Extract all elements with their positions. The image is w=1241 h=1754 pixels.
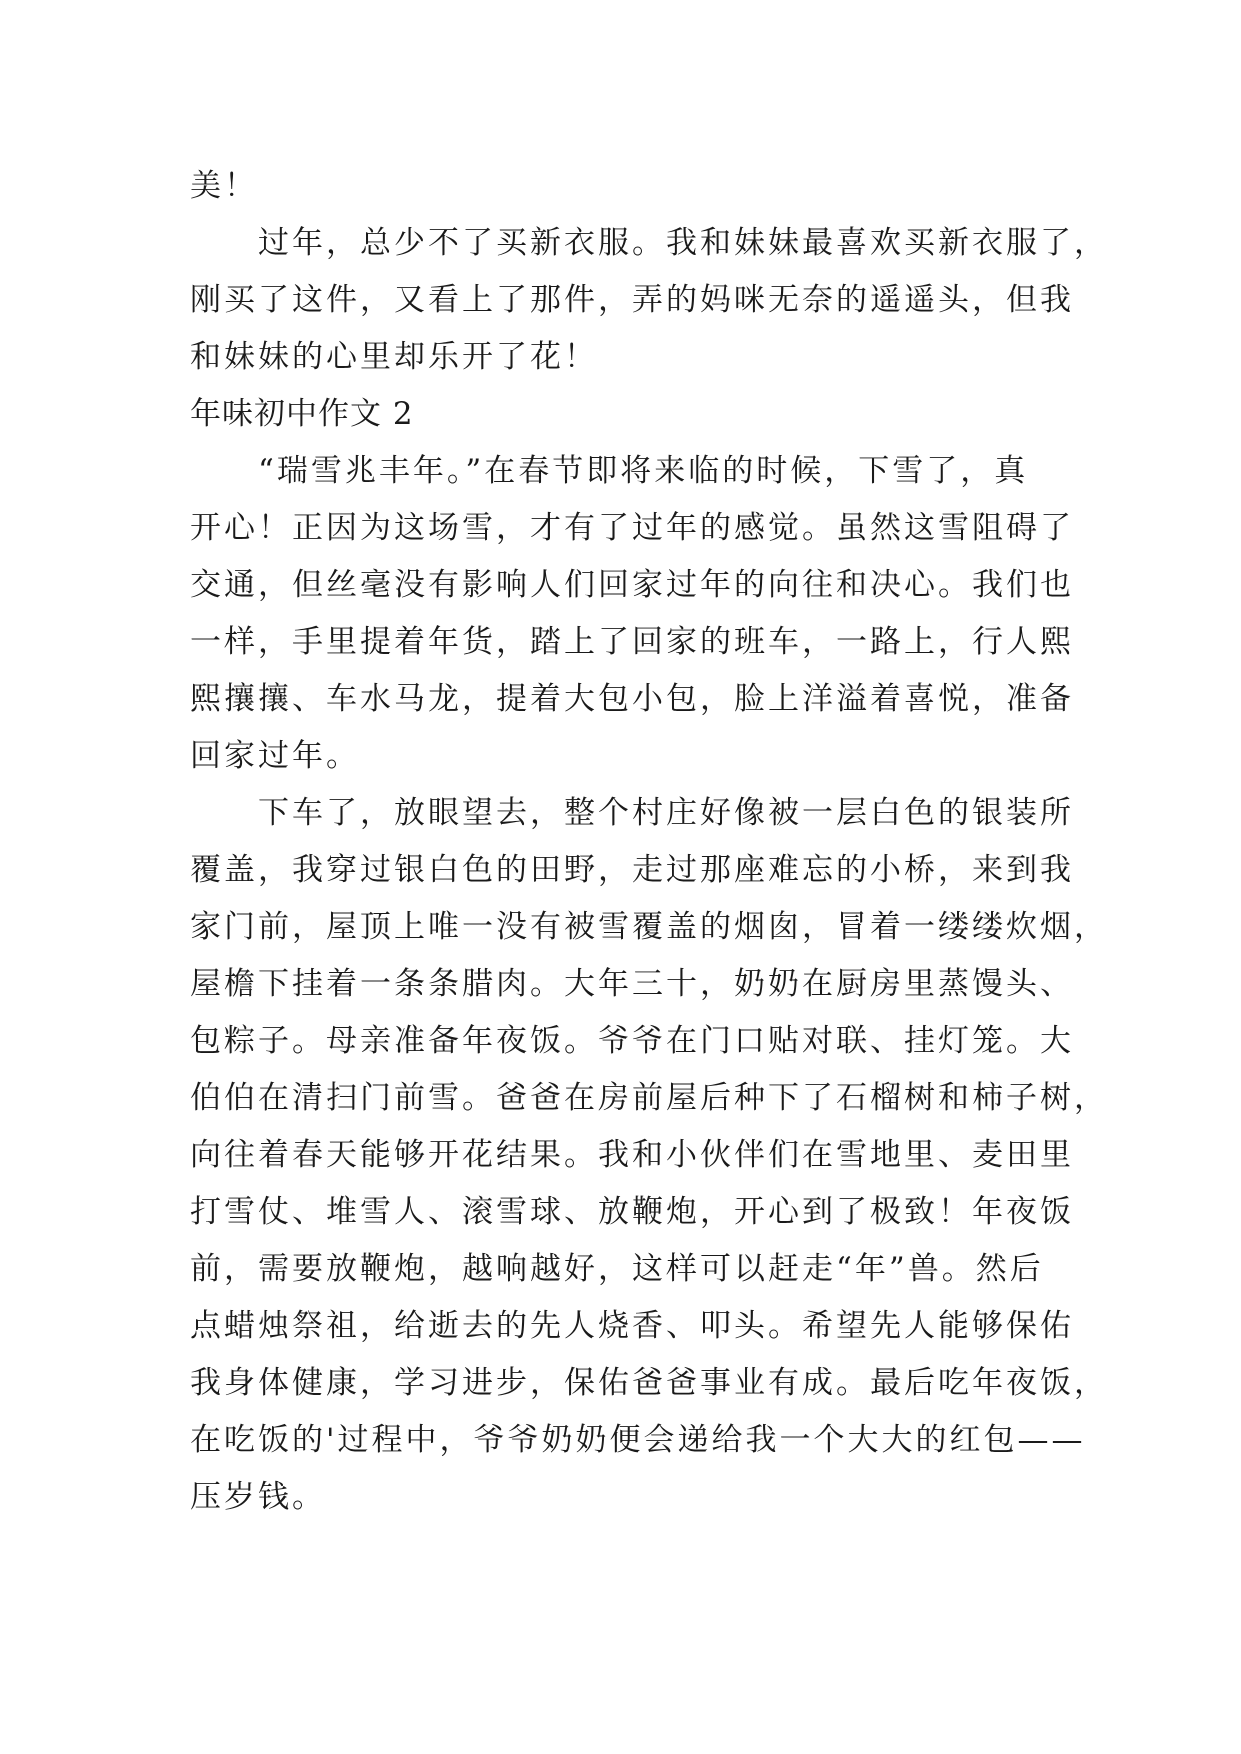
text-line: 压岁钱。 (190, 1479, 326, 1515)
text-line: 向往着春天能够开花结果。我和小伙伴们在雪地里、麦田里 (190, 1137, 1074, 1173)
text-line: 家门前，屋顶上唯一没有被雪覆盖的烟囱，冒着一缕缕炊烟， (190, 909, 1108, 945)
essay-body (190, 158, 1108, 1526)
text-line: 刚买了这件，又看上了那件，弄的妈咪无奈的遥遥头，但我 (190, 282, 1074, 318)
text-line: 我身体健康，学习进步，保佑爸爸事业有成。最后吃年夜饭， (190, 1365, 1108, 1401)
text-line: 覆盖，我穿过银白色的田野，走过那座难忘的小桥，来到我 (190, 852, 1074, 888)
paragraph-start-line: “瑞雪兆丰年。”在春节即将来临的时候，下雪了，真 (258, 453, 1029, 489)
essay-title: 年味初中作文 2 (190, 396, 414, 432)
text-line: 伯伯在清扫门前雪。爸爸在房前屋后种下了石榴树和柿子树， (190, 1080, 1108, 1116)
text-line: 和妹妹的心里却乐开了花！ (190, 339, 598, 375)
text-line: 包粽子。母亲准备年夜饭。爷爷在门口贴对联、挂灯笼。大 (190, 1023, 1074, 1059)
text-line: 开心！正因为这场雪，才有了过年的感觉。虽然这雪阻碍了 (190, 510, 1074, 546)
text-line: 回家过年。 (190, 738, 360, 774)
text-line: 熙攘攘、车水马龙，提着大包小包，脸上洋溢着喜悦，准备 (190, 681, 1074, 717)
text-line: 一样，手里提着年货，踏上了回家的班车，一路上，行人熙 (190, 624, 1074, 660)
text-line: 美！ (190, 168, 258, 204)
text-line: 屋檐下挂着一条条腊肉。大年三十，奶奶在厨房里蒸馒头、 (190, 966, 1074, 1002)
text-line: 前，需要放鞭炮，越响越好，这样可以赶走“年”兽。然后 (190, 1251, 1044, 1287)
paragraph-start-line: 过年，总少不了买新衣服。我和妹妹最喜欢买新衣服了， (258, 225, 1108, 261)
paragraph-start-line: 下车了，放眼望去，整个村庄好像被一层白色的银装所 (258, 795, 1074, 831)
text-line: 点蜡烛祭祖，给逝去的先人烧香、叩头。希望先人能够保佑 (190, 1308, 1074, 1344)
text-line: 在吃饭的'过程中，爷爷奶奶便会递给我一个大大的红包—— (190, 1422, 1086, 1458)
text-line: 交通，但丝毫没有影响人们回家过年的向往和决心。我们也 (190, 567, 1074, 603)
text-line: 打雪仗、堆雪人、滚雪球、放鞭炮，开心到了极致！年夜饭 (190, 1194, 1074, 1230)
